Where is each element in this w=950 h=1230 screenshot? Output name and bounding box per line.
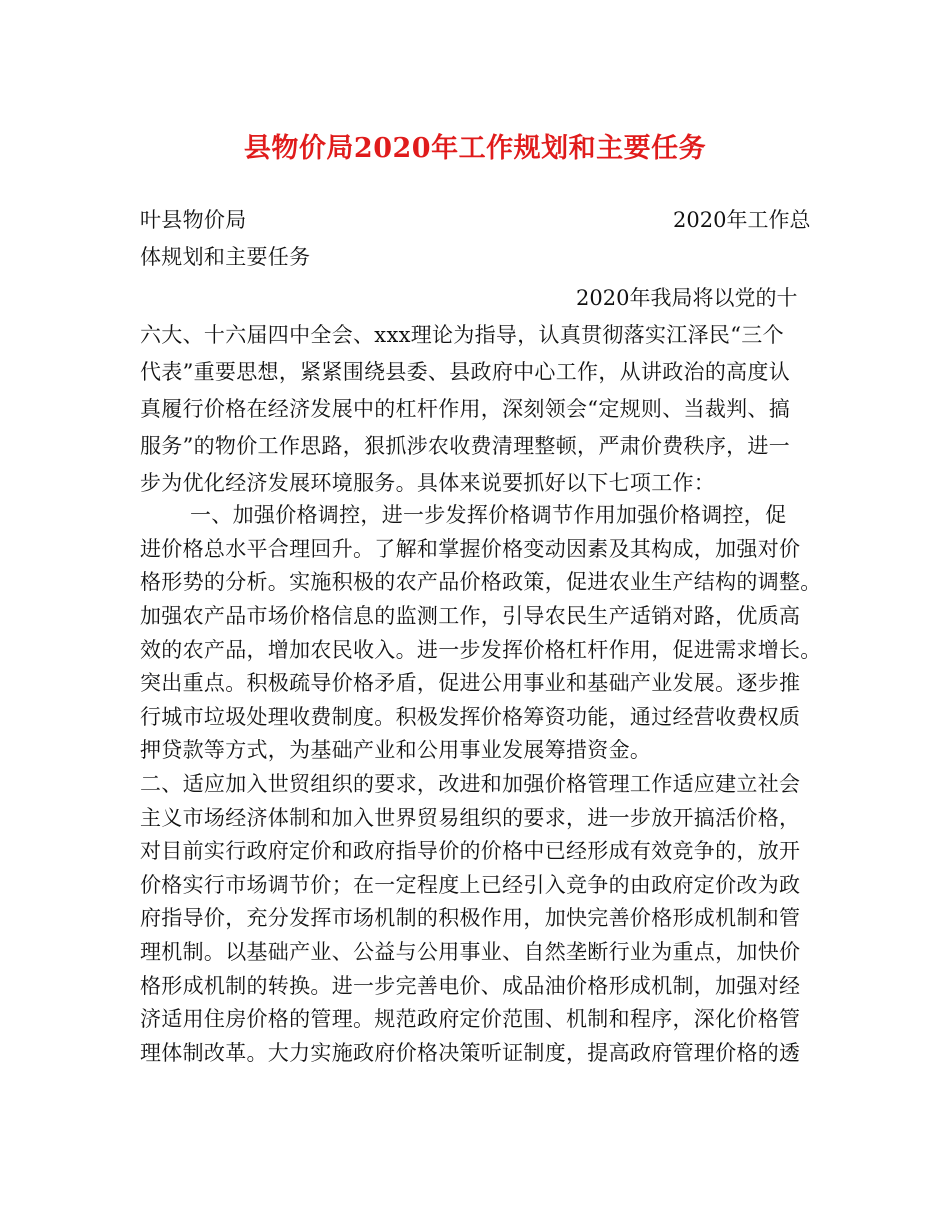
body-line: 2020年我局将以党的十 [576, 286, 798, 310]
body-line: 六大、十六届四中全会、xxx理论为指导，认真贯彻落实江泽民“三个 [140, 323, 784, 347]
body-line: 代表”重要思想，紧紧围绕县委、县政府中心工作，从讲政治的高度认 [140, 360, 791, 384]
body-line: 体规划和主要任务 [140, 245, 311, 269]
section-one-start: 一、加强价格调控，进一步发挥价格调节作用加强价格调控，促 [190, 503, 787, 527]
body-line: 格形势的分析。实施积极的农产品价格政策，促进农业生产结构的调整。 [140, 570, 822, 594]
body-line: 加强农产品市场价格信息的监测工作，引导农民生产适销对路，优质高 [140, 604, 801, 628]
header-left-text: 叶县物价局 [140, 208, 247, 232]
body-line: 押贷款等方式，为基础产业和公用事业发展筹措资金。 [140, 738, 652, 762]
body-line: 步为优化经济发展环境服务。具体来说要抓好以下七项工作： [140, 471, 716, 495]
document-title: 县物价局2020年工作规划和主要任务 [243, 133, 707, 164]
body-line: 突出重点。积极疏导价格矛盾，促进公用事业和基础产业发展。逐步推 [140, 671, 801, 695]
body-line: 真履行价格在经济发展中的杠杆作用，深刻领会“定规则、当裁判、搞 [140, 397, 791, 421]
body-line: 价格实行市场调节价；在一定程度上已经引入竞争的由政府定价改为政 [140, 873, 801, 897]
body-line: 理机制。以基础产业、公益与公用事业、自然垄断行业为重点，加快价 [140, 940, 801, 964]
body-line: 府指导价，充分发挥市场机制的积极作用，加快完善价格形成机制和管 [140, 906, 801, 930]
body-line: 理体制改革。大力实施政府价格决策听证制度，提高政府管理价格的透 [140, 1041, 801, 1065]
body-line: 进价格总水平合理回升。了解和掌握价格变动因素及其构成，加强对价 [140, 537, 801, 561]
body-line: 格形成机制的转换。进一步完善电价、成品油价格形成机制，加强对经 [140, 974, 801, 998]
body-line: 效的农产品，增加农民收入。进一步发挥价格杠杆作用，促进需求增长。 [140, 638, 822, 662]
body-line: 服务”的物价工作思路，狠抓涉农收费清理整顿，严肃价费秩序，进一 [140, 434, 791, 458]
section-two-start: 二、适应加入世贸组织的要求，改进和加强价格管理工作适应建立社会 [140, 772, 801, 796]
body-line: 济适用住房价格的管理。规范政府定价范围、机制和程序，深化价格管 [140, 1007, 801, 1031]
body-line: 主义市场经济体制和加入世界贸易组织的要求，进一步放开搞活价格， [140, 806, 801, 830]
header-right-text: 2020年工作总 [673, 208, 811, 232]
body-line: 对目前实行政府定价和政府指导价的价格中已经形成有效竞争的，放开 [140, 839, 801, 863]
body-line: 行城市垃圾处理收费制度。积极发挥价格筹资功能，通过经营收费权质 [140, 705, 801, 729]
